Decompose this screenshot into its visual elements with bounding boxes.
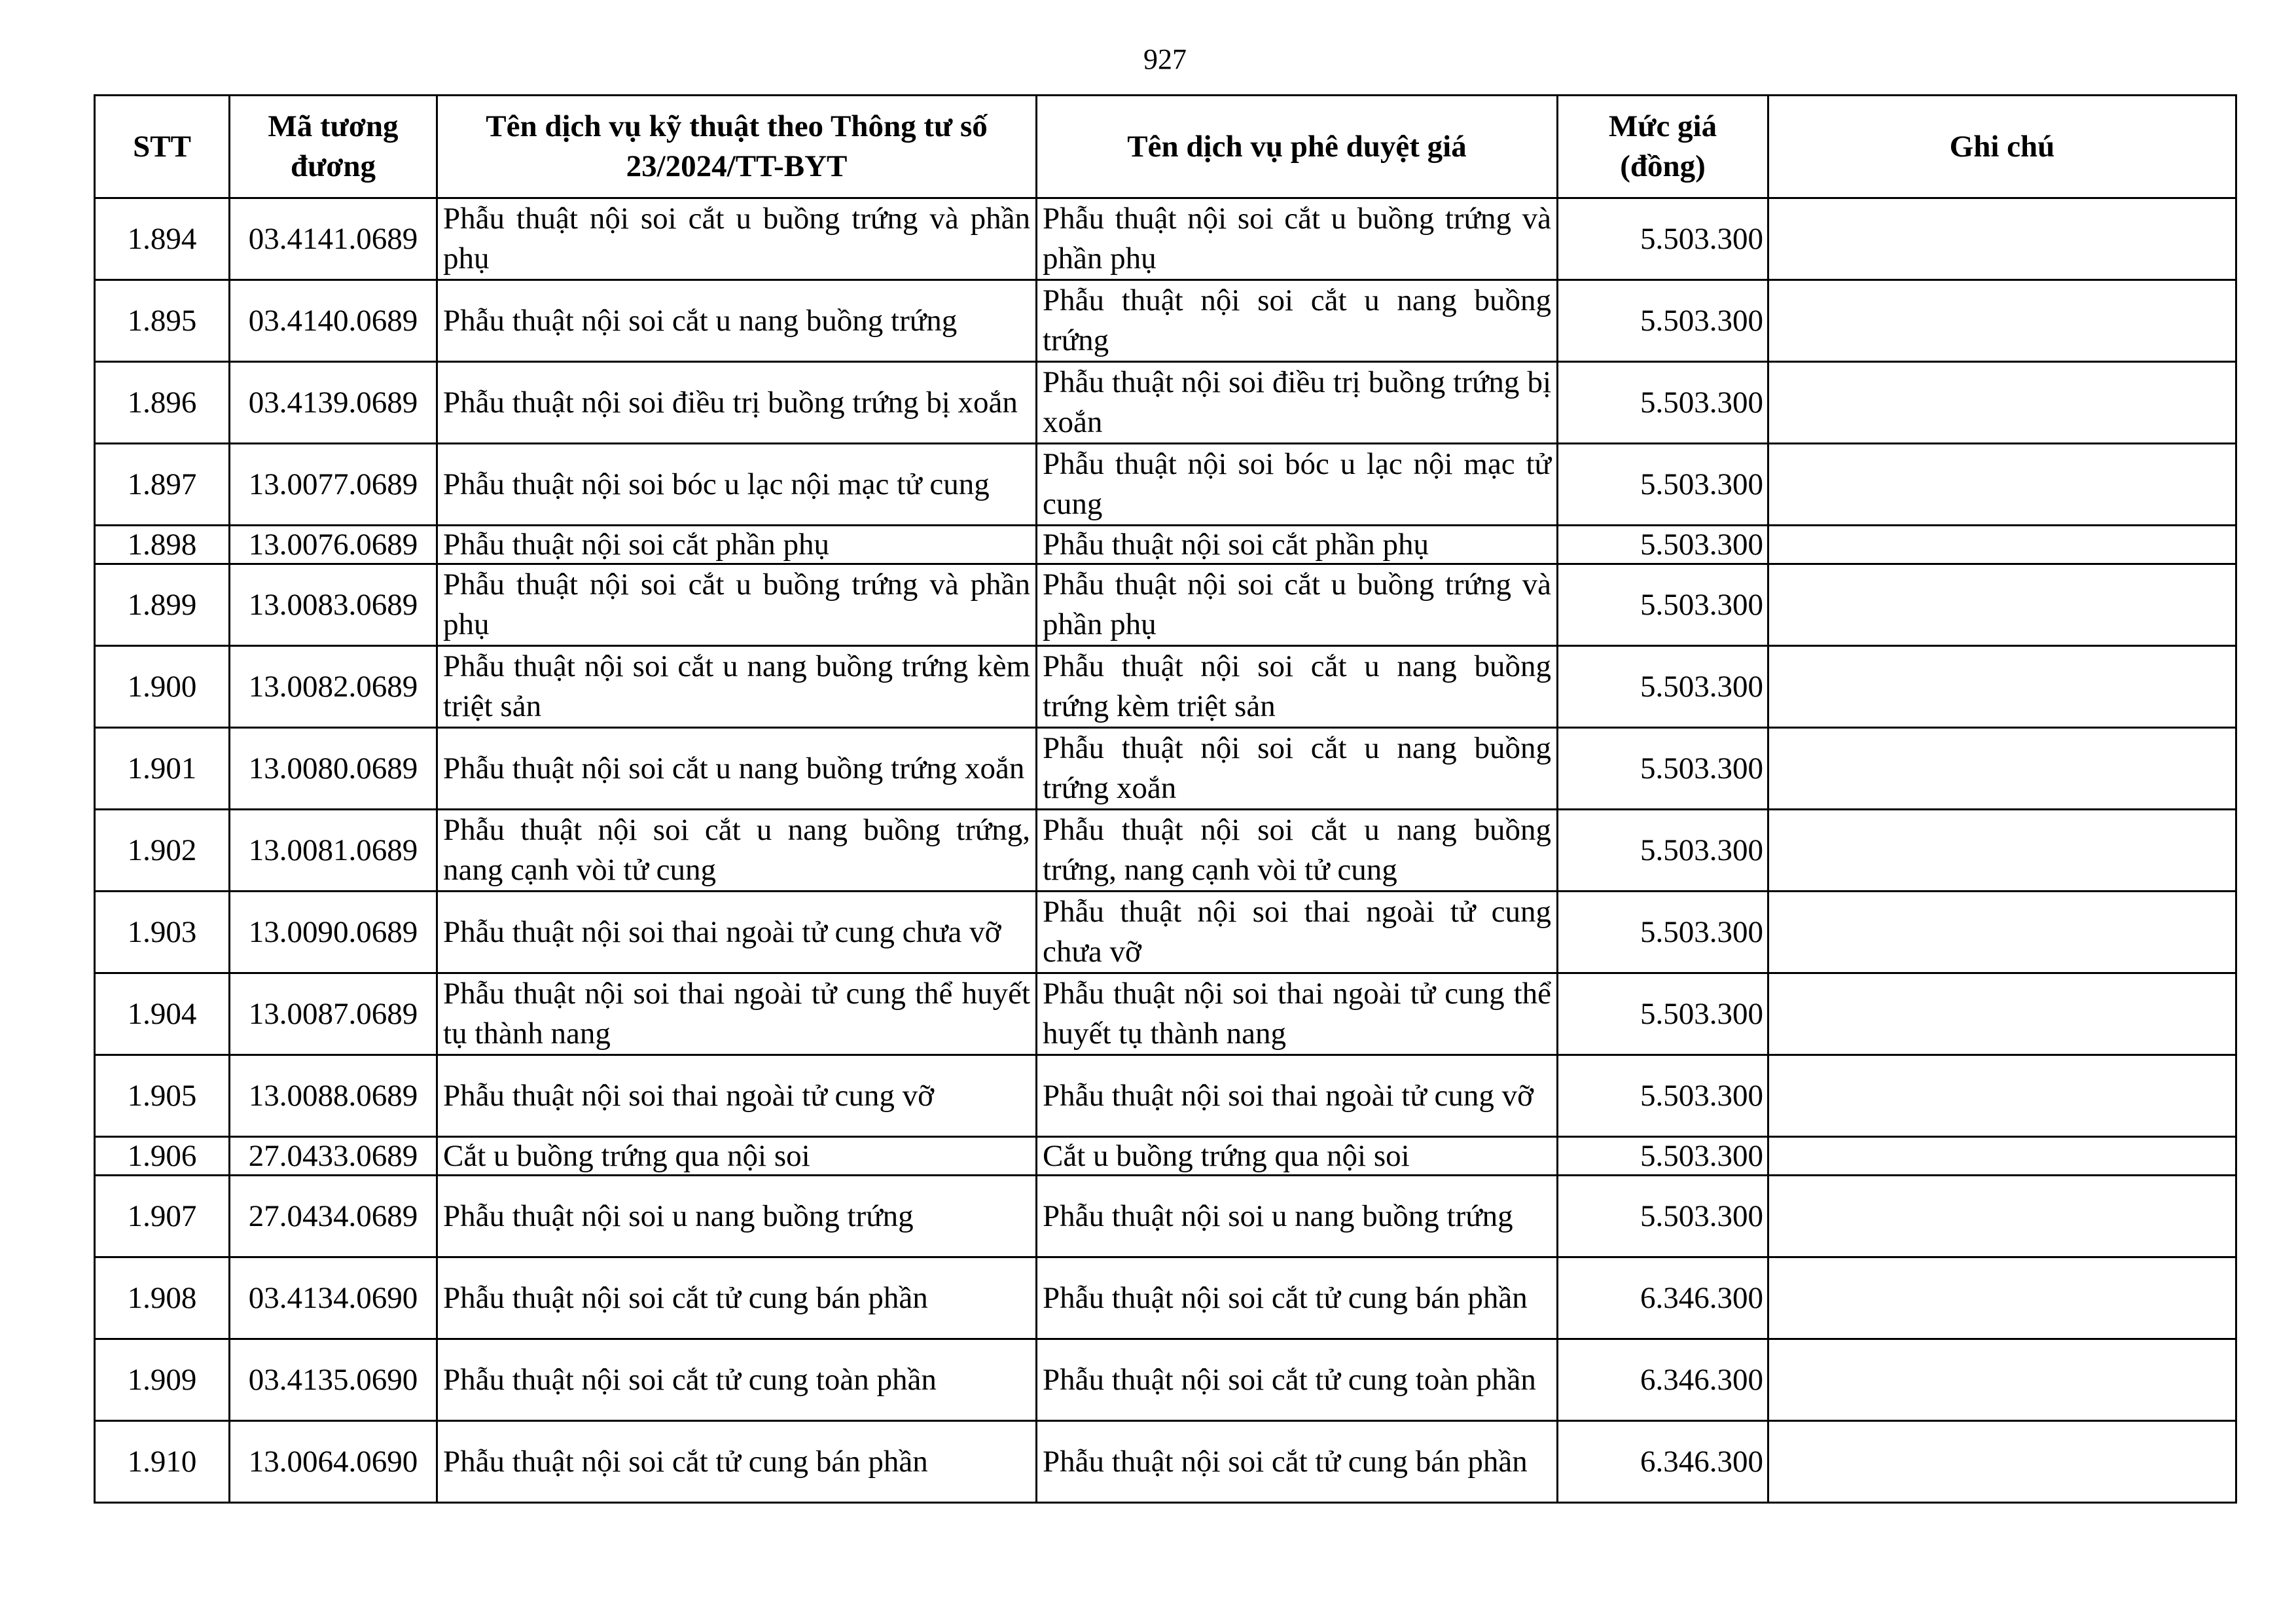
table-row <box>95 564 2236 646</box>
header-code: Mã tương đương <box>230 96 437 198</box>
cell-stt: 1.908 <box>95 1257 230 1339</box>
cell-note <box>1768 198 2236 280</box>
cell-note <box>1768 728 2236 810</box>
cell-approved-name: Phẫu thuật nội soi cắt tử cung toàn phần <box>1037 1339 1558 1421</box>
cell-stt: 1.909 <box>95 1339 230 1421</box>
price-table <box>94 94 2237 1504</box>
header-service-name: Tên dịch vụ kỹ thuật theo Thông tư số 23/2024/TT-BYT <box>437 96 1037 198</box>
cell-approved-name: Phẫu thuật nội soi cắt u nang buồng trứng, nang cạnh vòi tử cung <box>1037 810 1558 892</box>
table-row <box>95 646 2236 728</box>
table-row <box>95 973 2236 1055</box>
cell-service-name: Phẫu thuật nội soi cắt u nang buồng trứng, nang cạnh vòi tử cung <box>437 810 1037 892</box>
cell-price: 5.503.300 <box>1558 198 1768 280</box>
cell-code: 13.0064.0690 <box>230 1421 437 1503</box>
cell-code: 13.0076.0689 <box>230 526 437 564</box>
cell-service-name: Phẫu thuật nội soi cắt u nang buồng trứng xoắn <box>437 728 1037 810</box>
cell-price: 5.503.300 <box>1558 280 1768 362</box>
cell-note <box>1768 1176 2236 1257</box>
cell-service-name: Phẫu thuật nội soi cắt u nang buồng trứng kèm triệt sản <box>437 646 1037 728</box>
cell-service-name: Phẫu thuật nội soi cắt u nang buồng trứng <box>437 280 1037 362</box>
table-body <box>95 198 2236 1503</box>
cell-approved-name: Phẫu thuật nội soi cắt u buồng trứng và phần phụ <box>1037 564 1558 646</box>
cell-code: 13.0082.0689 <box>230 646 437 728</box>
cell-stt: 1.907 <box>95 1176 230 1257</box>
table-row <box>95 728 2236 810</box>
cell-code: 03.4135.0690 <box>230 1339 437 1421</box>
cell-service-name: Phẫu thuật nội soi điều trị buồng trứng bị xoắn <box>437 362 1037 444</box>
cell-code: 03.4141.0689 <box>230 198 437 280</box>
table-row <box>95 1257 2236 1339</box>
header-approved-name: Tên dịch vụ phê duyệt giá <box>1037 96 1558 198</box>
cell-price: 6.346.300 <box>1558 1339 1768 1421</box>
cell-stt: 1.897 <box>95 444 230 526</box>
cell-note <box>1768 444 2236 526</box>
cell-service-name: Phẫu thuật nội soi cắt u buồng trứng và phần phụ <box>437 564 1037 646</box>
cell-approved-name: Phẫu thuật nội soi bóc u lạc nội mạc tử cung <box>1037 444 1558 526</box>
table-row <box>95 810 2236 892</box>
cell-price: 5.503.300 <box>1558 892 1768 973</box>
cell-price: 5.503.300 <box>1558 1176 1768 1257</box>
table-row <box>95 444 2236 526</box>
cell-service-name: Phẫu thuật nội soi cắt tử cung bán phần <box>437 1257 1037 1339</box>
cell-service-name: Phẫu thuật nội soi bóc u lạc nội mạc tử cung <box>437 444 1037 526</box>
cell-service-name: Phẫu thuật nội soi cắt phần phụ <box>437 526 1037 564</box>
cell-code: 03.4140.0689 <box>230 280 437 362</box>
cell-stt: 1.904 <box>95 973 230 1055</box>
cell-approved-name: Phẫu thuật nội soi u nang buồng trứng <box>1037 1176 1558 1257</box>
cell-service-name: Cắt u buồng trứng qua nội soi <box>437 1137 1037 1176</box>
cell-note <box>1768 973 2236 1055</box>
cell-code: 13.0081.0689 <box>230 810 437 892</box>
cell-note <box>1768 1421 2236 1503</box>
cell-stt: 1.901 <box>95 728 230 810</box>
cell-stt: 1.895 <box>95 280 230 362</box>
table-row <box>95 362 2236 444</box>
table-row <box>95 198 2236 280</box>
cell-stt: 1.902 <box>95 810 230 892</box>
cell-approved-name: Phẫu thuật nội soi thai ngoài tử cung chưa vỡ <box>1037 892 1558 973</box>
cell-code: 27.0433.0689 <box>230 1137 437 1176</box>
cell-stt: 1.910 <box>95 1421 230 1503</box>
cell-approved-name: Phẫu thuật nội soi cắt u buồng trứng và phần phụ <box>1037 198 1558 280</box>
cell-code: 03.4134.0690 <box>230 1257 437 1339</box>
cell-price: 5.503.300 <box>1558 564 1768 646</box>
cell-note <box>1768 810 2236 892</box>
cell-note <box>1768 1137 2236 1176</box>
table-row <box>95 526 2236 564</box>
cell-code: 03.4139.0689 <box>230 362 437 444</box>
cell-service-name: Phẫu thuật nội soi u nang buồng trứng <box>437 1176 1037 1257</box>
cell-approved-name: Phẫu thuật nội soi cắt u nang buồng trứng xoắn <box>1037 728 1558 810</box>
cell-price: 5.503.300 <box>1558 646 1768 728</box>
cell-price: 6.346.300 <box>1558 1257 1768 1339</box>
table-row <box>95 1137 2236 1176</box>
cell-note <box>1768 1055 2236 1137</box>
table-row <box>95 1055 2236 1137</box>
cell-service-name: Phẫu thuật nội soi cắt tử cung bán phần <box>437 1421 1037 1503</box>
cell-price: 5.503.300 <box>1558 810 1768 892</box>
cell-note <box>1768 362 2236 444</box>
table-row <box>95 892 2236 973</box>
cell-code: 13.0088.0689 <box>230 1055 437 1137</box>
cell-note <box>1768 280 2236 362</box>
cell-code: 13.0087.0689 <box>230 973 437 1055</box>
cell-price: 5.503.300 <box>1558 362 1768 444</box>
cell-code: 13.0090.0689 <box>230 892 437 973</box>
table-row <box>95 280 2236 362</box>
table-header-row <box>95 96 2236 198</box>
cell-price: 5.503.300 <box>1558 728 1768 810</box>
cell-note <box>1768 1339 2236 1421</box>
cell-approved-name: Cắt u buồng trứng qua nội soi <box>1037 1137 1558 1176</box>
cell-stt: 1.905 <box>95 1055 230 1137</box>
cell-approved-name: Phẫu thuật nội soi cắt tử cung bán phần <box>1037 1257 1558 1339</box>
header-note: Ghi chú <box>1768 96 2236 198</box>
cell-note <box>1768 564 2236 646</box>
cell-stt: 1.900 <box>95 646 230 728</box>
cell-price: 5.503.300 <box>1558 1137 1768 1176</box>
cell-stt: 1.894 <box>95 198 230 280</box>
cell-code: 13.0080.0689 <box>230 728 437 810</box>
cell-price: 5.503.300 <box>1558 526 1768 564</box>
cell-price: 5.503.300 <box>1558 973 1768 1055</box>
cell-price: 6.346.300 <box>1558 1421 1768 1503</box>
table-row <box>95 1176 2236 1257</box>
cell-approved-name: Phẫu thuật nội soi cắt u nang buồng trứng kèm triệt sản <box>1037 646 1558 728</box>
cell-stt: 1.899 <box>95 564 230 646</box>
cell-stt: 1.906 <box>95 1137 230 1176</box>
cell-stt: 1.898 <box>95 526 230 564</box>
cell-service-name: Phẫu thuật nội soi thai ngoài tử cung chưa vỡ <box>437 892 1037 973</box>
cell-code: 27.0434.0689 <box>230 1176 437 1257</box>
cell-approved-name: Phẫu thuật nội soi thai ngoài tử cung thể huyết tụ thành nang <box>1037 973 1558 1055</box>
cell-approved-name: Phẫu thuật nội soi cắt phần phụ <box>1037 526 1558 564</box>
cell-service-name: Phẫu thuật nội soi cắt u buồng trứng và phần phụ <box>437 198 1037 280</box>
cell-approved-name: Phẫu thuật nội soi cắt tử cung bán phần <box>1037 1421 1558 1503</box>
header-price: Mức giá (đồng) <box>1558 96 1768 198</box>
cell-price: 5.503.300 <box>1558 1055 1768 1137</box>
header-stt: STT <box>95 96 230 198</box>
cell-service-name: Phẫu thuật nội soi thai ngoài tử cung vỡ <box>437 1055 1037 1137</box>
cell-approved-name: Phẫu thuật nội soi cắt u nang buồng trứng <box>1037 280 1558 362</box>
cell-code: 13.0077.0689 <box>230 444 437 526</box>
cell-stt: 1.896 <box>95 362 230 444</box>
cell-code: 13.0083.0689 <box>230 564 437 646</box>
cell-service-name: Phẫu thuật nội soi thai ngoài tử cung thể huyết tụ thành nang <box>437 973 1037 1055</box>
cell-approved-name: Phẫu thuật nội soi điều trị buồng trứng bị xoắn <box>1037 362 1558 444</box>
cell-note <box>1768 892 2236 973</box>
cell-note <box>1768 646 2236 728</box>
cell-stt: 1.903 <box>95 892 230 973</box>
cell-approved-name: Phẫu thuật nội soi thai ngoài tử cung vỡ <box>1037 1055 1558 1137</box>
cell-service-name: Phẫu thuật nội soi cắt tử cung toàn phần <box>437 1339 1037 1421</box>
cell-price: 5.503.300 <box>1558 444 1768 526</box>
page-number: 927 <box>1143 43 1187 75</box>
table-row <box>95 1421 2236 1503</box>
cell-note <box>1768 526 2236 564</box>
table-row <box>95 1339 2236 1421</box>
cell-note <box>1768 1257 2236 1339</box>
